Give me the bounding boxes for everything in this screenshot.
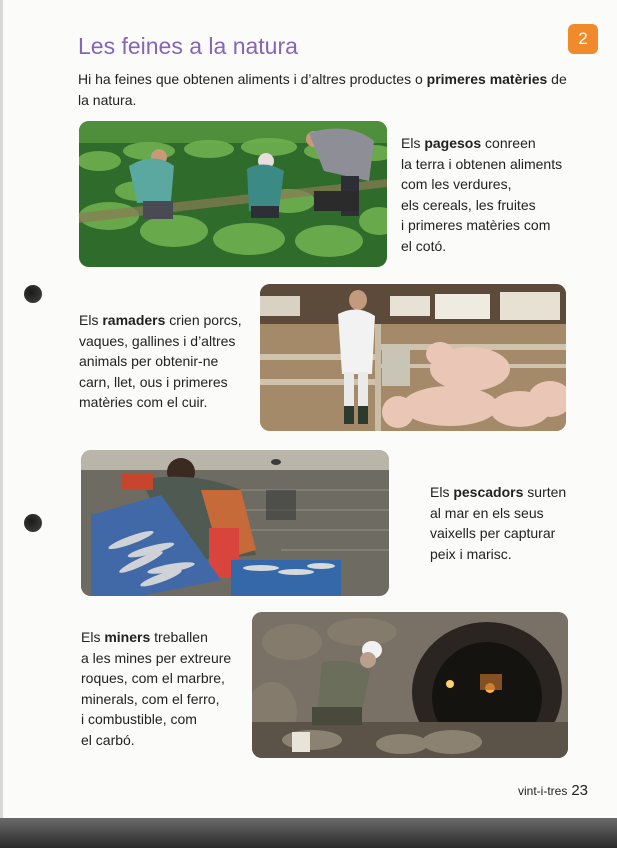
- text-prefix: Els: [79, 312, 103, 328]
- bold-term-miners: miners: [104, 629, 151, 645]
- scan-edge-strip: [0, 818, 617, 848]
- text-line: la terra i obtenen aliments: [401, 155, 563, 172]
- text-suffix: conreen: [481, 135, 536, 151]
- page-title: Les feines a la natura: [78, 33, 298, 59]
- text-line: matèries com el cuir.: [79, 394, 208, 410]
- text-line: [401, 133, 562, 154]
- text-line: vaques, gallines i d’altres: [79, 332, 236, 349]
- binder-hole: [24, 514, 42, 532]
- text-suffix: crien porcs,: [165, 312, 242, 328]
- intro-text-after: de la natura.: [78, 71, 567, 108]
- livestock-photo: [260, 284, 566, 431]
- text-line: els cereals, les fruites: [401, 196, 536, 213]
- text-line: al mar en els seus: [430, 504, 544, 521]
- text-line: animals per obtenir-ne: [79, 353, 219, 369]
- farmers-text: [401, 133, 562, 256]
- miners-text: [81, 627, 231, 750]
- text-line: el carbó.: [81, 731, 135, 748]
- livestock-text: [79, 310, 242, 413]
- text-line: vaixells per capturar: [430, 525, 556, 541]
- intro-bold-term: primeres matèries: [426, 71, 548, 87]
- binder-hole: [24, 285, 42, 303]
- page-number: 23: [571, 782, 589, 799]
- text-line: minerals, com el ferro,: [81, 690, 220, 707]
- text-line: i combustible, com: [81, 711, 197, 727]
- text-line: roques, com el marbre,: [81, 670, 225, 686]
- text-prefix: Els: [81, 629, 105, 645]
- bold-term-pescadors: pescadors: [453, 484, 524, 500]
- text-prefix: Els: [401, 135, 425, 151]
- text-prefix: Els: [430, 484, 454, 500]
- page-footer: [518, 782, 588, 799]
- text-line: carn, llet, ous i primeres: [79, 373, 228, 390]
- text-line: [430, 482, 566, 503]
- farmers-photo: [79, 121, 387, 267]
- text-line: i primeres matèries com: [401, 217, 551, 233]
- bold-term-ramaders: ramaders: [102, 312, 166, 328]
- fishermen-photo: [81, 450, 389, 596]
- text-line: com les verdures,: [401, 176, 512, 192]
- text-line: [81, 627, 231, 648]
- fishermen-text: [430, 482, 566, 564]
- text-line: peix i marisc.: [430, 545, 512, 562]
- page-number-words: vint-i-tres: [518, 784, 568, 798]
- bold-term-pagesos: pagesos: [424, 135, 482, 151]
- text-line: el cotó.: [401, 237, 447, 254]
- intro-text-before: Hi ha feines que obtenen aliments i d’altres productes o: [78, 71, 427, 87]
- intro-paragraph: [78, 69, 568, 111]
- text-line: a les mines per extreure: [81, 649, 232, 666]
- miner-photo: [252, 612, 568, 758]
- text-line: [79, 310, 242, 331]
- text-suffix: surten: [523, 484, 567, 500]
- chapter-badge: 2: [568, 24, 598, 54]
- text-suffix: treballen: [150, 629, 208, 645]
